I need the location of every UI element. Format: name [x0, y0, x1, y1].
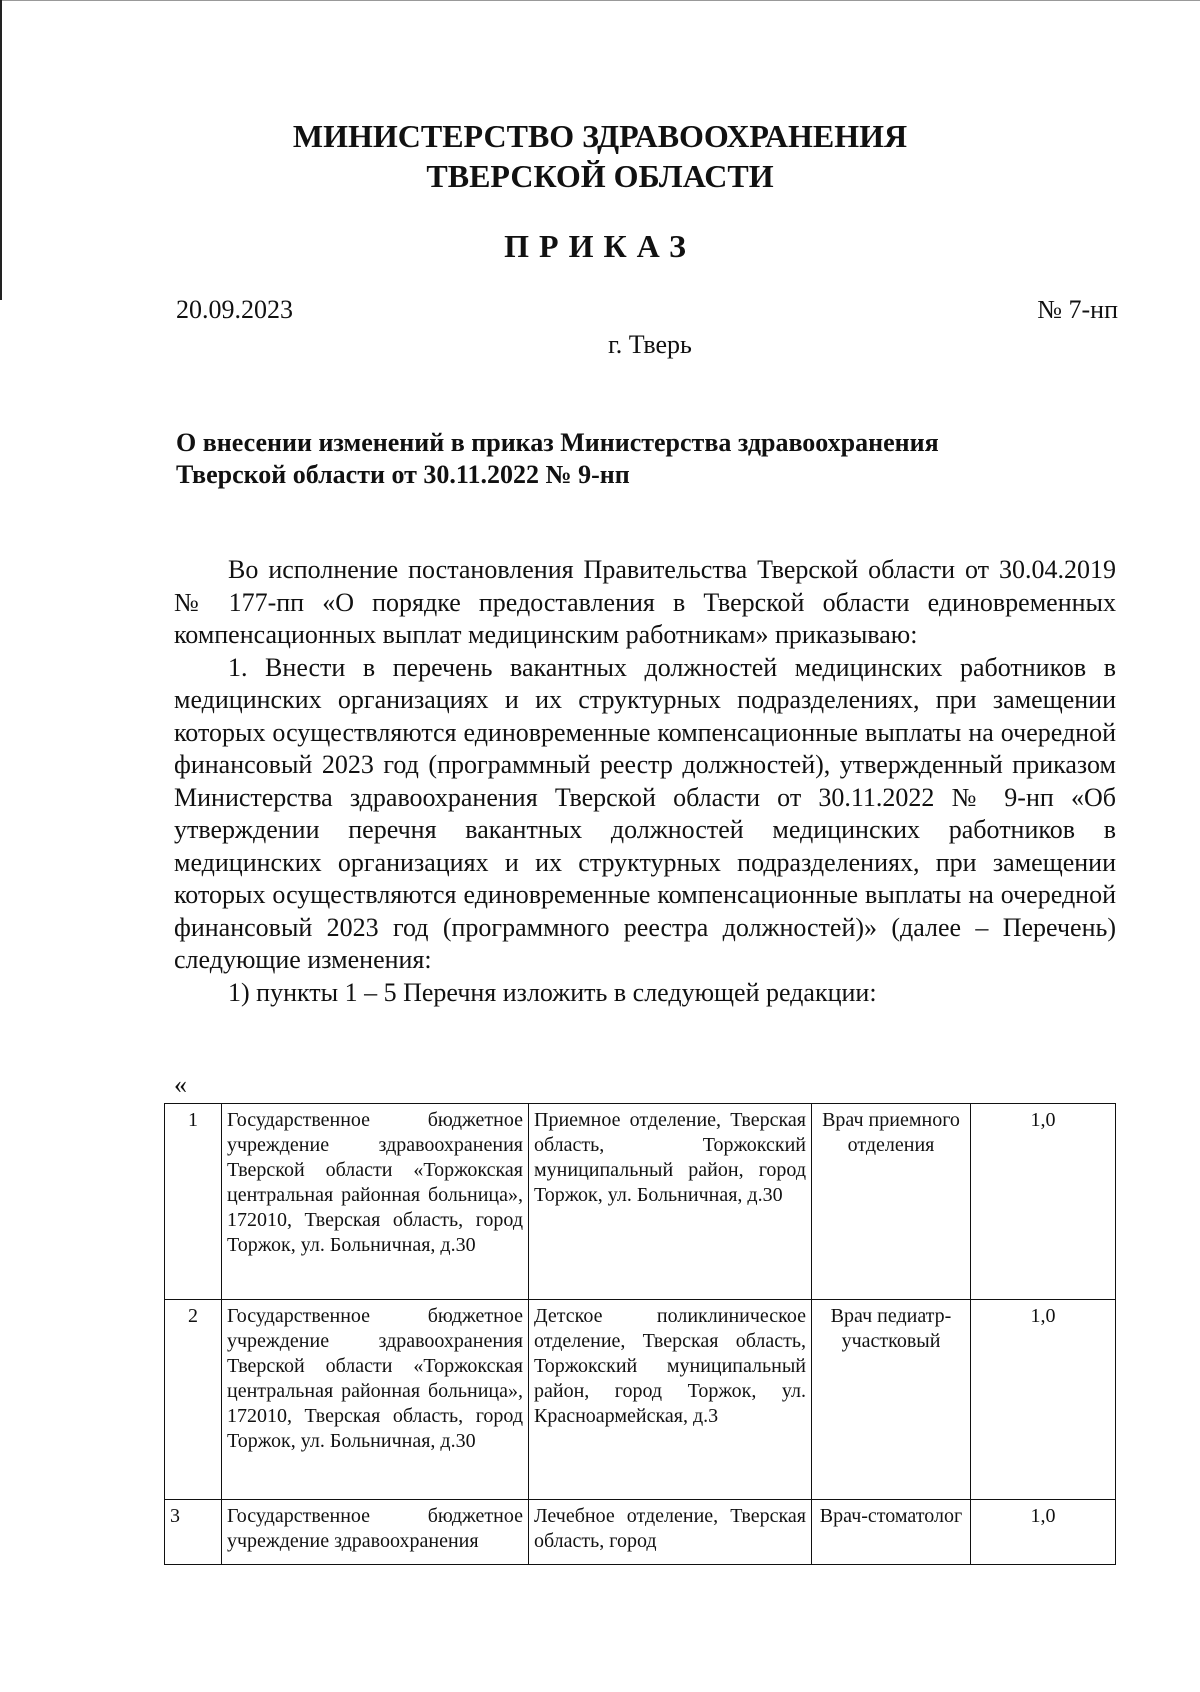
- rate-cell: 1,0: [971, 1300, 1116, 1500]
- row-number: 2: [165, 1300, 222, 1500]
- row-number: 3: [165, 1500, 222, 1565]
- position-cell: Врач приемного отделения: [812, 1104, 971, 1300]
- order-body: [174, 554, 1116, 1009]
- table-row: [165, 1104, 1116, 1300]
- body-paragraph-item-1: 1. Внести в перечень вакантных должностей медицинских работников в медицинских организациях и их структурных подразделениях, при замещении которых осуществляются единовременные компенсационные выплаты на очередной финансовый 2023 год (программный реестр должностей), утвержденный приказом Министерства здравоохранения Тверской области от 30.11.2022 № 9-нп «Об утверждении перечня вакантных должностей медицинских работников в медицинских организациях и их структурных подразделениях, при замещении которых осуществляются единовременные компенсационные выплаты на очередной финансовый 2023 год (программного реестра должностей)» (далее – Перечень) следующие изменения:: [174, 652, 1116, 974]
- position-cell: Врач педиатр-участковый: [812, 1300, 971, 1500]
- order-subject: [176, 427, 1076, 491]
- table-row: [165, 1500, 1116, 1565]
- division-cell: Детское поликлиническое отделение, Тверская область, Торжокский муниципальный район, город Торжок, ул. Красноармейская, д.3: [529, 1300, 812, 1500]
- order-city: г. Тверь: [608, 330, 692, 359]
- division-cell: Приемное отделение, Тверская область, Торжокский муниципальный район, город Торжок, ул. Больничная, д.30: [529, 1104, 812, 1300]
- subject-line-1: О внесении изменений в приказ Министерства здравоохранения: [176, 428, 939, 457]
- rate-cell: 1,0: [971, 1500, 1116, 1565]
- division-cell: Лечебное отделение, Тверская область, город: [529, 1500, 812, 1565]
- order-number: № 7-нп: [1037, 295, 1118, 324]
- body-paragraph-preamble: Во исполнение постановления Правительства Тверской области от 30.04.2019 № 177-пп «О порядке предоставления в Тверской области единовременных компенсационных выплат медицинским работникам» приказываю:: [174, 555, 1116, 649]
- table-row: [165, 1300, 1116, 1500]
- organization-cell: Государственное бюджетное учреждение здравоохранения Тверской области «Торжокская центральная районная больница», 172010, Тверская область, город Торжок, ул. Больничная, д.30: [222, 1104, 529, 1300]
- subject-line-2: Тверской области от 30.11.2022 № 9-нп: [176, 460, 630, 489]
- body-paragraph-subitem-1: 1) пункты 1 – 5 Перечня изложить в следующей редакции:: [228, 977, 877, 1007]
- organization-cell: Государственное бюджетное учреждение здравоохранения Тверской области «Торжокская центральная районная больница», 172010, Тверская область, город Торжок, ул. Больничная, д.30: [222, 1300, 529, 1500]
- ministry-line-2: ТВЕРСКОЙ ОБЛАСТИ: [426, 158, 774, 194]
- opening-quote: «: [174, 1070, 187, 1099]
- rate-cell: 1,0: [971, 1104, 1116, 1300]
- position-cell: Врач-стоматолог: [812, 1500, 971, 1565]
- positions-table: [164, 1103, 1116, 1565]
- scan-edge-top: [0, 0, 1200, 1]
- organization-cell: Государственное бюджетное учреждение здравоохранения: [222, 1500, 529, 1565]
- row-number: 1: [165, 1104, 222, 1300]
- ministry-title: [0, 116, 1200, 196]
- doc-type-title: ПРИКАЗ: [504, 228, 696, 264]
- ministry-line-1: МИНИСТЕРСТВО ЗДРАВООХРАНЕНИЯ: [292, 118, 908, 154]
- order-date: 20.09.2023: [176, 295, 293, 324]
